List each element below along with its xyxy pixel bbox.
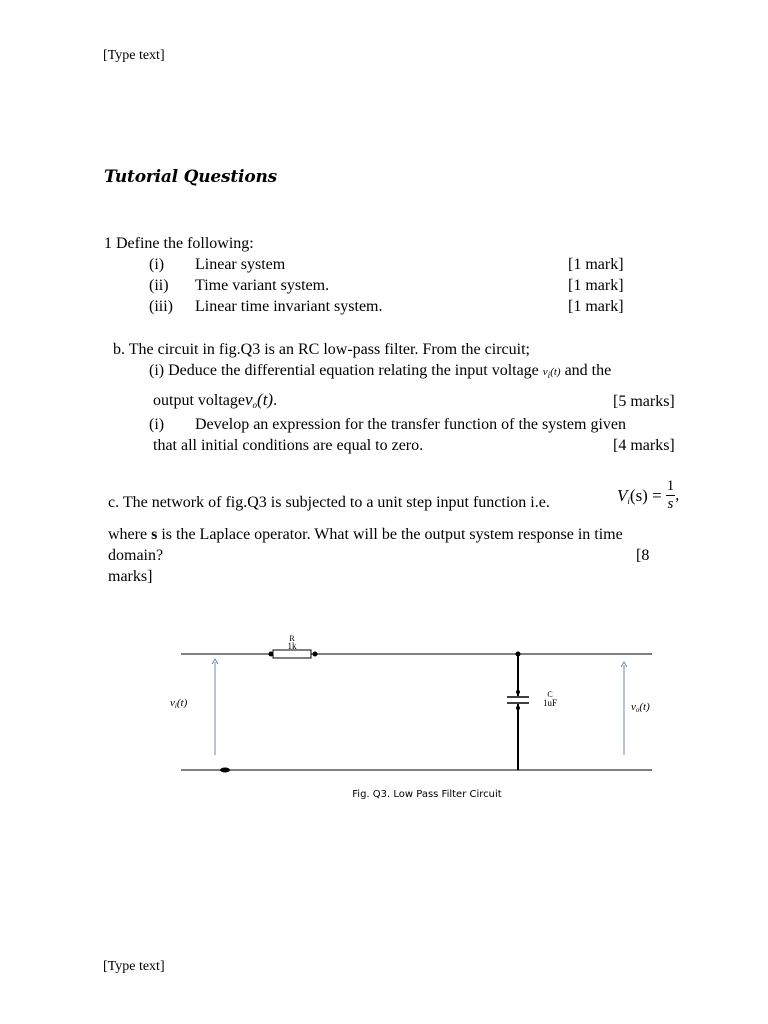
qb-line-2-end: and the [564, 362, 612, 379]
qb-line-4-num: (i) [149, 416, 165, 433]
resistor-value-label: 1k [287, 641, 297, 651]
q1-item-1-marks: [1 mark] [568, 256, 624, 273]
qc-line-3-marks: [8 [636, 547, 650, 564]
q1-item-1-text: Linear system [195, 256, 286, 273]
qb-line-5-marks: [4 marks] [613, 437, 675, 454]
qb-line-3-marks: [5 marks] [613, 393, 675, 410]
input-voltage-symbol: $v_i(t)$ [542, 366, 561, 380]
output-voltage-symbol: $v_o(t)$ [244, 390, 274, 410]
qc-line-1: c. The network of fig.Q3 is subjected to a unit step input function i.e. [108, 494, 550, 511]
qb-line-3-text: output voltage [153, 392, 245, 409]
ground-node [220, 768, 230, 773]
input-voltage-label: vi(t) [170, 697, 188, 710]
qb-line-4-text: Develop an expression for the transfer function of the system given [195, 416, 626, 433]
resistor-left-node [269, 652, 274, 657]
capacitor-name-label: C [547, 690, 553, 699]
laplace-operator-symbol: s [151, 526, 158, 543]
qc-line-3: domain? [108, 547, 164, 564]
step-fraction: $\frac{1}{s}$ [666, 478, 675, 512]
qb-line-2-text: (i) Deduce the differential equation relating the input voltage [149, 362, 539, 379]
capacitor-value-label: 1uF [542, 698, 558, 708]
qc-line-4: marks] [108, 568, 153, 585]
q1-item-3-num: (iii) [149, 298, 173, 315]
figure-caption: Fig. Q3. Low Pass Filter Circuit [352, 789, 502, 800]
qc-line-2: where s is the Laplace operator. What will be the output system response in time [108, 526, 623, 543]
capacitor-plate-node-top [516, 690, 520, 694]
step-input-equation: $V_i(s)$ = $\frac{1}{s}$ , [617, 478, 680, 512]
resistor-right-node [313, 652, 318, 657]
resistor-name-label: R [289, 634, 295, 643]
q1-item-1-num: (i) [149, 256, 165, 273]
q1-item-3-text: Linear time invariant system. [195, 298, 383, 315]
output-voltage-label: vo(t) [631, 701, 650, 714]
q1-item-2-text: Time variant system. [195, 277, 330, 294]
qb-line-3: output voltagev$_o$(t). [153, 390, 278, 410]
q1-item-3-marks: [1 mark] [568, 298, 624, 315]
page-header: [Type text] [103, 48, 165, 63]
qb-line-1: b. The circuit in fig.Q3 is an RC low-pass filter. From the circuit; [113, 341, 530, 358]
page-title: Tutorial Questions [104, 167, 277, 187]
q1-item-2-num: (ii) [149, 277, 169, 294]
q1-item-2-marks: [1 mark] [568, 277, 624, 294]
qb-line-5-text: that all initial conditions are equal to zero. [153, 437, 424, 454]
resistor-symbol [273, 650, 311, 658]
q1-intro: 1 Define the following: [104, 235, 254, 252]
page-footer: [Type text] [103, 959, 165, 974]
capacitor-plate-node-bottom [516, 706, 520, 710]
